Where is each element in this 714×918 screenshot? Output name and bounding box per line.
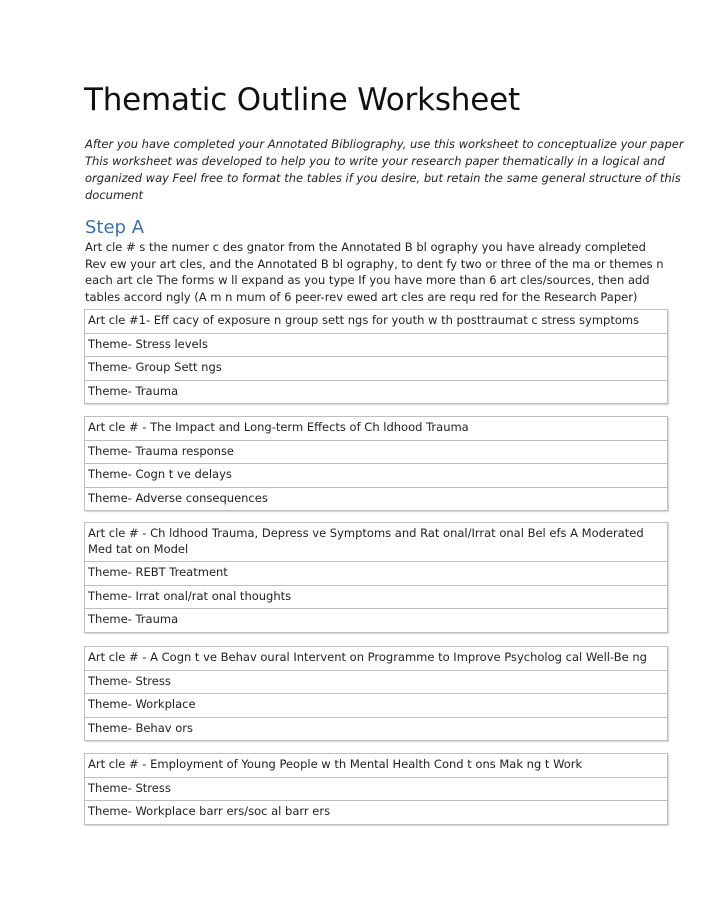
step-line: Rev ew your art cles, and the Annotated B bl ography, to dent fy two or three of the ma or themes n bbox=[85, 256, 664, 271]
theme-cell[interactable]: Theme- Workplace barr ers/soc al barr ers bbox=[85, 800, 667, 824]
theme-cell[interactable]: Theme- Stress bbox=[85, 777, 667, 801]
article-table-5 bbox=[84, 753, 668, 825]
theme-cell[interactable]: Theme- Stress levels bbox=[85, 333, 667, 357]
theme-cell[interactable]: Theme- REBT Treatment bbox=[85, 561, 667, 585]
article-title-cell[interactable]: Art cle # - The Impact and Long-term Effects of Ch ldhood Trauma bbox=[88, 420, 469, 434]
intro-line: After you have completed your Annotated Bibliography, use this worksheet to conceptualize your paper bbox=[85, 137, 684, 151]
theme-cell[interactable]: Theme- Adverse consequences bbox=[85, 487, 667, 511]
intro-line: organized way Feel free to format the tables if you desire, but retain the same general structure of this bbox=[85, 171, 681, 185]
step-line: Art cle # s the numer c des gnator from the Annotated B bl ography you have already completed bbox=[85, 240, 646, 254]
theme-cell[interactable]: Theme- Stress bbox=[85, 670, 667, 694]
article-title-cell[interactable]: Art cle # - Employment of Young People w th Mental Health Cond t ons Mak ng t Work bbox=[88, 757, 583, 771]
step-line: each art cle The forms w ll expand as you type If you have more than 6 art cles/sources, then add bbox=[85, 273, 650, 287]
step-line: tables accord ngly (A m n mum of 6 peer-rev ewed art cles are requ red for the Research Paper) bbox=[85, 289, 638, 304]
theme-cell[interactable]: Theme- Trauma bbox=[85, 608, 667, 632]
theme-cell[interactable]: Theme- Trauma response bbox=[85, 440, 667, 464]
article-title-cell[interactable]: Art cle # - A Cogn t ve Behav oural Intervent on Programme to Improve Psycholog cal Well-Be ng bbox=[88, 650, 647, 664]
theme-cell[interactable]: Theme- Workplace bbox=[85, 693, 667, 717]
step-heading: Step A bbox=[85, 217, 145, 238]
intro-line: This worksheet was developed to help you to write your research paper thematically in a logical and bbox=[85, 154, 665, 168]
theme-cell[interactable]: Theme- Behav ors bbox=[85, 717, 667, 741]
intro-paragraph bbox=[85, 136, 684, 204]
theme-cell[interactable]: Theme- Cogn t ve delays bbox=[85, 463, 667, 487]
article-table-2 bbox=[84, 416, 668, 511]
theme-cell[interactable]: Theme- Irrat onal/rat onal thoughts bbox=[85, 585, 667, 609]
article-table-4 bbox=[84, 646, 668, 741]
article-title-cell[interactable]: Art cle #1- Eff cacy of exposure n group sett ngs for youth w th posttraumat c stress symptoms bbox=[88, 313, 640, 327]
theme-cell[interactable]: Theme- Trauma bbox=[85, 380, 667, 404]
step-description bbox=[85, 239, 665, 305]
article-table-3 bbox=[84, 522, 668, 633]
page-title: Thematic Outline Worksheet bbox=[84, 82, 520, 118]
article-table-1 bbox=[84, 309, 668, 404]
article-title-cell[interactable]: Art cle # - Ch ldhood Trauma, Depress ve Symptoms and Rat onal/Irrat onal Bel efs A Moderated Med tat on Model bbox=[88, 526, 644, 556]
theme-cell[interactable]: Theme- Group Sett ngs bbox=[85, 356, 667, 380]
intro-line: document bbox=[85, 188, 144, 202]
